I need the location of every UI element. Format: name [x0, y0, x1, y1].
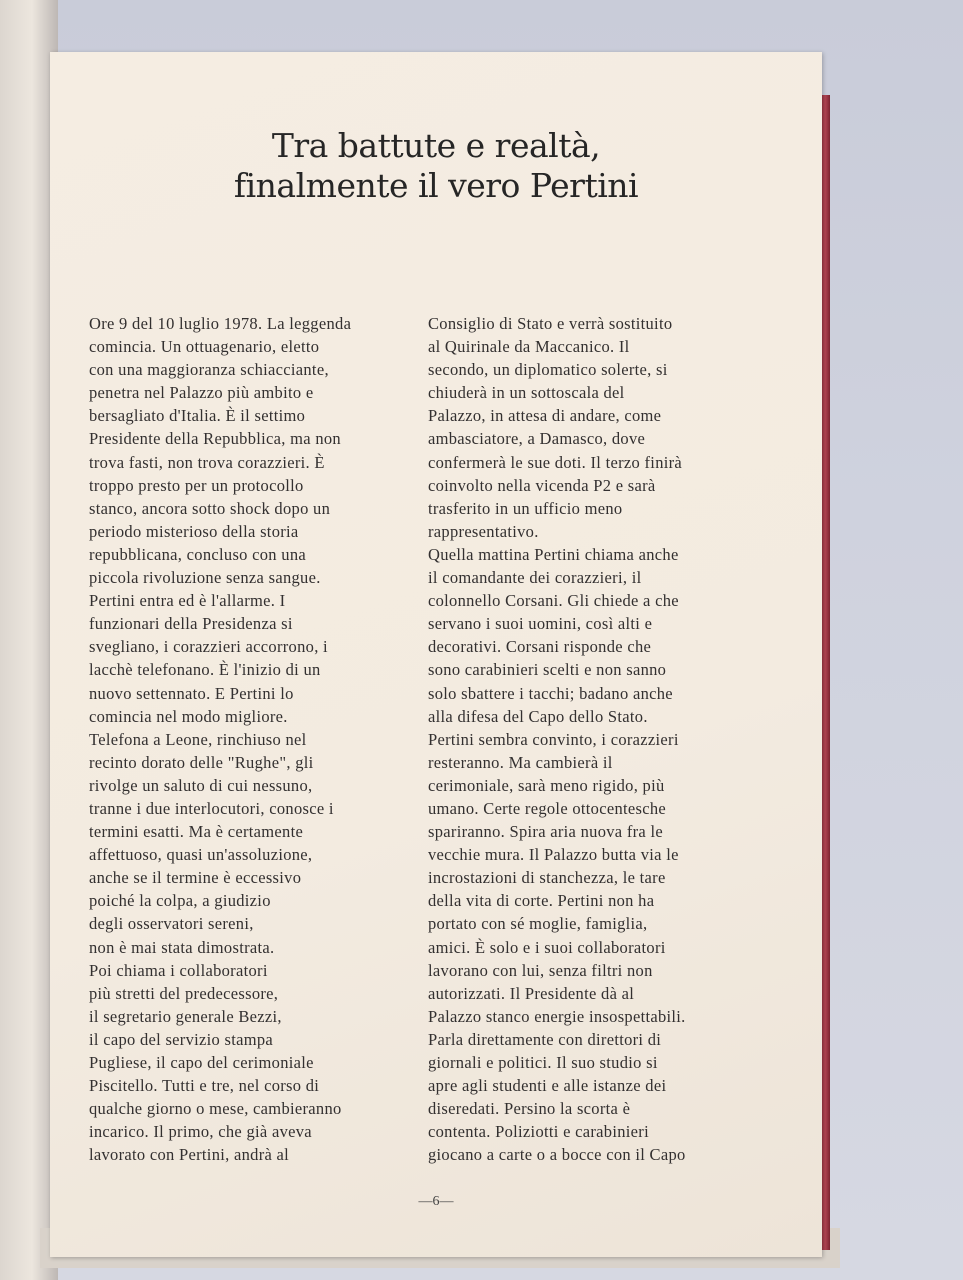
text-line: affettuoso, quasi un'assoluzione, [89, 845, 313, 865]
text-line: periodo misterioso della storia [89, 521, 299, 541]
text-line: piccola rivoluzione senza sangue. [89, 568, 321, 588]
text-line: rappresentativo. [428, 521, 539, 541]
text-line: Pugliese, il capo del cerimoniale [89, 1053, 314, 1072]
text-line: non è mai stata dimostrata. [89, 937, 275, 957]
text-line: Presidente della Repubblica, ma non [89, 429, 341, 449]
text-line: resteranno. Ma cambierà il [428, 752, 613, 772]
text-line: apre agli studenti e alle istanze dei [428, 1076, 667, 1096]
text-line: funzionari della Presidenza si [89, 614, 293, 634]
text-column-left [89, 312, 351, 1166]
text-line: degli osservatori sereni, [89, 914, 254, 934]
text-line: più stretti del predecessore, [89, 983, 279, 1003]
text-line: ambasciatore, a Damasco, dove [428, 429, 646, 449]
text-line: lavorato con Pertini, andrà al [89, 1145, 290, 1165]
text-line: Quella mattina Pertini chiama anche [428, 544, 679, 564]
text-line: alla difesa del Capo dello Stato. [428, 706, 648, 726]
text-line: il segretario generale Bezzi, [89, 1006, 282, 1026]
text-line: lacchè telefonano. È l'inizio di un [89, 660, 321, 680]
chapter-title [50, 126, 822, 206]
chapter-title-line: finalmente il vero Pertini [233, 166, 639, 205]
text-line: anche se il termine è eccessivo [89, 868, 302, 888]
text-line: incarico. Il primo, che già aveva [89, 1122, 312, 1142]
text-line: della vita di corte. Pertini non ha [428, 891, 655, 911]
text-line: al Quirinale da Maccanico. Il [428, 337, 630, 357]
text-line: trasferito in un ufficio meno [428, 498, 623, 518]
text-line: trova fasti, non trova corazzieri. È [89, 452, 325, 472]
text-line: rivolge un saluto di cui nessuno, [89, 775, 313, 795]
text-line: Consiglio di Stato e verrà sostituito [428, 314, 673, 333]
text-line: secondo, un diplomatico solerte, si [428, 360, 668, 380]
text-line: giornali e politici. Il suo studio si [428, 1053, 658, 1072]
text-line: umano. Certe regole ottocentesche [428, 798, 667, 818]
text-line: repubblicana, concluso con una [89, 544, 307, 564]
text-column-right [428, 312, 686, 1166]
text-line: contenta. Poliziotti e carabinieri [428, 1122, 649, 1142]
text-line: incrostazioni di stanchezza, le tare [428, 868, 666, 888]
text-line: poiché la colpa, a giudizio [89, 891, 271, 911]
text-line: tranne i due interlocutori, conosce i [89, 798, 334, 818]
text-line: Telefona a Leone, rinchiuso nel [89, 729, 307, 749]
text-line: servano i suoi uomini, così alti e [428, 614, 653, 634]
text-line: Parla direttamente con direttori di [428, 1029, 662, 1049]
text-line: autorizzati. Il Presidente dà al [428, 983, 635, 1003]
text-line: Palazzo stanco energie insospettabili. [428, 1006, 686, 1026]
text-line: svegliano, i corazzieri accorrono, i [89, 637, 328, 657]
text-line: giocano a carte o a bocce con il Capo [428, 1145, 686, 1165]
text-line: stanco, ancora sotto shock dopo un [89, 498, 331, 518]
text-line: Palazzo, in attesa di andare, come [428, 406, 662, 426]
text-line: coinvolto nella vicenda P2 e sarà [428, 475, 656, 495]
text-line: sono carabinieri scelti e non sanno [428, 660, 667, 680]
book-page [50, 52, 822, 1257]
text-line: il capo del servizio stampa [89, 1029, 274, 1049]
text-line: qualche giorno o mese, cambieranno [89, 1099, 342, 1119]
text-line: vecchie mura. Il Palazzo butta via le [428, 845, 679, 865]
text-line: spariranno. Spira aria nuova fra le [428, 822, 663, 842]
text-line: penetra nel Palazzo più ambito e [89, 383, 314, 403]
text-line: Pertini entra ed è l'allarme. I [89, 591, 286, 611]
text-line: lavorano con lui, senza filtri non [428, 960, 653, 980]
text-line: chiuderà in un sottoscala del [428, 383, 625, 403]
page-number: —6— [418, 1194, 454, 1209]
text-line: colonnello Corsani. Gli chiede a che [428, 591, 679, 611]
text-line: comincia. Un ottuagenario, eletto [89, 337, 320, 357]
text-line: amici. È solo e i suoi collaboratori [428, 937, 666, 957]
text-line: diseredati. Persino la scorta è [428, 1099, 631, 1119]
text-line: recinto dorato delle "Rughe", gli [89, 752, 314, 772]
text-line: Piscitello. Tutti e tre, nel corso di [89, 1076, 320, 1096]
text-line: nuovo settennato. E Pertini lo [89, 683, 294, 703]
text-line: il comandante dei corazzieri, il [428, 568, 642, 588]
text-line: Poi chiama i collaboratori [89, 960, 268, 980]
text-line: con una maggioranza schiacciante, [89, 360, 329, 380]
text-line: bersagliato d'Italia. È il settimo [89, 406, 306, 426]
text-line: Ore 9 del 10 luglio 1978. La leggenda [89, 314, 352, 333]
text-line: confermerà le sue doti. Il terzo finirà [428, 452, 683, 472]
text-line: troppo presto per un protocollo [89, 475, 304, 495]
text-line: termini esatti. Ma è certamente [89, 822, 304, 842]
text-line: decorativi. Corsani risponde che [428, 637, 652, 657]
chapter-title-line: Tra battute e realtà, [271, 126, 601, 165]
text-line: Pertini sembra convinto, i corazzieri [428, 729, 679, 749]
text-line: cerimoniale, sarà meno rigido, più [428, 775, 665, 795]
text-line: comincia nel modo migliore. [89, 706, 288, 726]
text-line: portato con sé moglie, famiglia, [428, 914, 648, 934]
text-line: solo sbattere i tacchi; badano anche [428, 683, 673, 703]
